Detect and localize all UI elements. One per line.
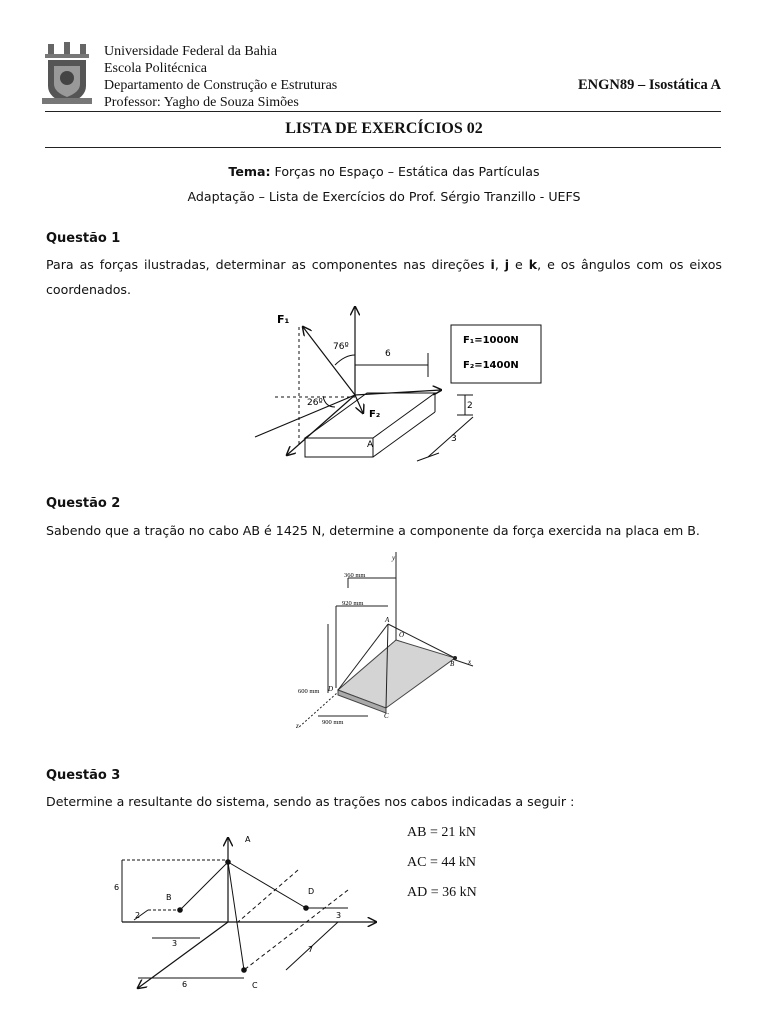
school-name: Escola Politécnica (104, 61, 208, 76)
box-f1: F₁=1000N (463, 335, 519, 346)
q2-dim-600: 600 mm (298, 688, 320, 695)
theme-text: Forças no Espaço – Estática das Partículas (274, 164, 540, 179)
question-3-text: Determine a resultante do sistema, sendo as trações nos cabos indicadas a seguir : (46, 794, 575, 809)
q2-point-b: B (450, 660, 455, 668)
q2-x-axis: x (468, 658, 472, 666)
q3-point-b: B (166, 893, 172, 902)
tension-ab: AB = 21 kN (407, 825, 476, 840)
q3-point-a: A (245, 835, 251, 844)
header-divider-top (45, 111, 721, 112)
theme-line (0, 164, 768, 179)
dim-2: 2 (467, 401, 473, 411)
q3-dim-6-horizontal: 6 (182, 980, 188, 989)
course-code: ENGN89 – Isostática A (578, 77, 721, 93)
point-a: A (367, 440, 374, 450)
q2-dim-920: 920 mm (342, 600, 364, 607)
theme-label: Tema: (228, 164, 271, 179)
q2-point-o: O (399, 631, 405, 639)
university-logo (42, 42, 92, 108)
question-3-figure (108, 830, 388, 998)
adaptation-line: Adaptação – Lista de Exercícios do Prof. Sérgio Tranzillo - UEFS (187, 189, 581, 204)
dim-6: 6 (385, 349, 391, 359)
question-2-figure (288, 548, 483, 733)
question-1-title: Questão 1 (46, 231, 121, 246)
tension-list (407, 818, 477, 908)
q3-dim-7: 7 (308, 945, 314, 954)
question-1-text: Para as forças ilustradas, determinar as componentes nas direções i, j e k, e os ângulos com os eixos coordenados. (46, 257, 722, 297)
q2-dim-360: 360 mm (344, 572, 366, 579)
tension-ad: AD = 36 kN (407, 885, 477, 900)
angle-26: 26º (307, 398, 323, 408)
question-2-text: Sabendo que a tração no cabo AB é 1425 N, determine a componente da força exercida na placa em B. (46, 523, 700, 538)
q2-y-axis: y (392, 554, 396, 562)
f1-label: F₁ (277, 313, 290, 326)
professor-name: Professor: Yagho de Souza Simões (104, 95, 299, 110)
tension-ac: AC = 44 kN (407, 855, 476, 870)
q3-dim-2: 2 (135, 911, 141, 920)
q2-point-a: A (385, 616, 390, 624)
header-divider-bottom (45, 147, 721, 148)
question-1-figure (245, 305, 545, 475)
q3-point-c: C (252, 981, 258, 990)
q3-point-d: D (308, 887, 315, 896)
q3-dim-6-vertical: 6 (114, 883, 120, 892)
page-title: LISTA DE EXERCÍCIOS 02 (285, 120, 483, 137)
dim-3: 3 (451, 434, 457, 444)
box-f2: F₂=1400N (463, 360, 519, 371)
question-2-title: Questão 2 (46, 496, 121, 511)
f2-label: F₂ (369, 409, 381, 420)
q3-dim-3-left: 3 (172, 939, 178, 948)
question-3-title: Questão 3 (46, 768, 121, 783)
q3-dim-3-right: 3 (336, 911, 342, 920)
q2-dim-900: 900 mm (322, 719, 344, 726)
q2-z-axis: z (296, 722, 299, 730)
angle-76: 76º (333, 342, 349, 352)
q2-point-d: D (328, 685, 334, 693)
q2-point-c: C (384, 712, 389, 720)
university-name: Universidade Federal da Bahia (104, 44, 277, 59)
department-name: Departamento de Construção e Estruturas (104, 78, 338, 93)
